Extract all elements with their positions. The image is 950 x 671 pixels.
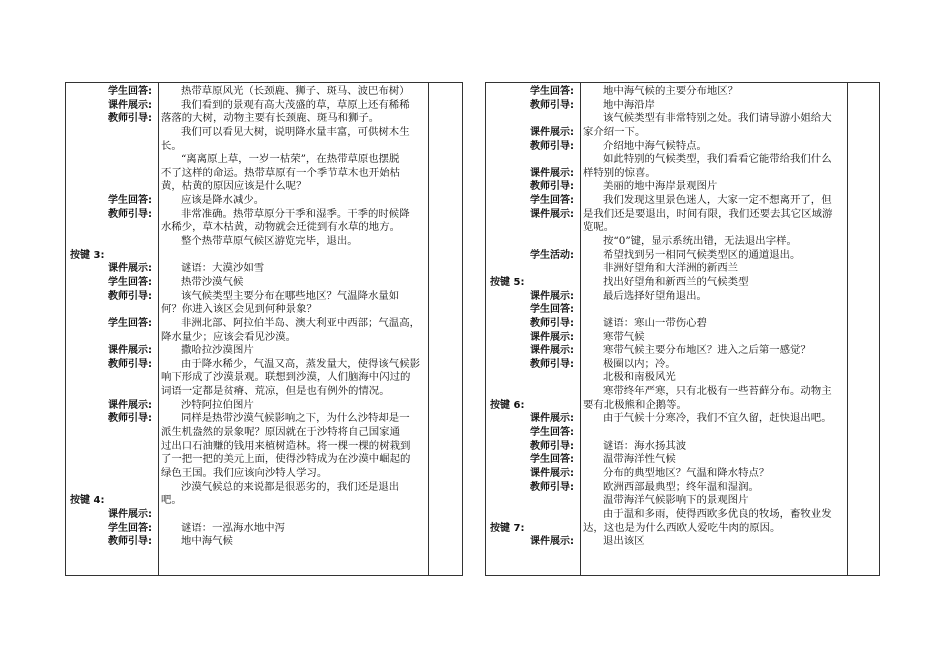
lesson-row — [486, 194, 879, 208]
key-step-label: 按键 4: — [70, 495, 105, 507]
lesson-row — [486, 344, 879, 358]
role-label: 学生回答: — [108, 317, 152, 329]
lesson-row — [486, 249, 879, 263]
lesson-text: 地中海沿岸 — [603, 98, 655, 111]
role-label: 教师引导: — [530, 358, 574, 370]
lesson-row — [486, 317, 879, 331]
role-label: 课件展示: — [108, 99, 152, 111]
lesson-row — [66, 290, 462, 304]
lesson-text: 沙特阿拉伯图片 — [181, 398, 254, 411]
lesson-text: 响下形成了沙漠景观。联想到沙漠，人们脑海中闪过的 — [161, 371, 411, 384]
lesson-row — [486, 358, 879, 372]
role-label: 课件展示: — [530, 167, 574, 179]
role-label: 课件展示: — [108, 345, 152, 357]
lesson-text: 样特别的惊喜。 — [583, 166, 656, 179]
lesson-row — [486, 85, 879, 99]
role-label: 课件展示: — [108, 508, 152, 520]
lesson-row — [66, 262, 462, 276]
role-label: 学生回答: — [530, 86, 574, 97]
lesson-text: 绿色王国。我们应该向沙特人学习。 — [161, 466, 328, 479]
role-label: 课件展示: — [530, 208, 574, 220]
lesson-text: 黄，枯黄的原因应该是什么呢？ — [161, 180, 307, 193]
lesson-text: 水稀少，草木枯黄，动物就会迁徙到有水草的地方。 — [161, 221, 400, 234]
lesson-text: 介绍地中海气候特点。 — [603, 139, 707, 152]
lesson-text: 要有北极熊和企鹅等。 — [583, 398, 687, 411]
role-label: 课件展示: — [108, 263, 152, 275]
lesson-row — [486, 412, 879, 426]
role-label: 课件展示: — [530, 290, 574, 302]
lesson-row — [486, 494, 879, 508]
lesson-text: 找出好望角和新西兰的气候类型 — [603, 275, 749, 288]
role-label: 学生回答: — [530, 304, 574, 316]
lesson-text: 欧洲西部最典型；终年温和湿润。 — [603, 480, 759, 493]
lesson-row — [66, 167, 462, 181]
lesson-row — [66, 344, 462, 358]
role-label: 教师引导: — [108, 290, 152, 302]
lesson-row — [66, 412, 462, 426]
lesson-row — [486, 112, 879, 126]
lesson-text: 该气候类型有非常特别之处。我们请导游小姐给大 — [603, 112, 832, 125]
lesson-row — [486, 167, 879, 181]
lesson-text: 家介绍一下。 — [583, 125, 646, 138]
lesson-row — [66, 317, 462, 331]
lesson-text: 非洲好望角和大洋洲的新西兰 — [603, 262, 739, 275]
lesson-text: 寒带终年严寒，只有北极有一些苔藓分布。动物主 — [603, 385, 832, 398]
lesson-row — [66, 194, 462, 208]
lesson-row — [66, 494, 462, 508]
lesson-text: 览呢。 — [583, 221, 615, 234]
lesson-text: 退出该区 — [603, 535, 645, 548]
lesson-text: 整个热带草原气候区游览完毕，退出。 — [181, 235, 358, 248]
lesson-text: 美丽的地中海岸景观图片 — [603, 180, 718, 193]
lesson-text: 谜语：一泓海水地中泻 — [181, 521, 285, 534]
lesson-row — [66, 453, 462, 467]
lesson-row — [486, 126, 879, 140]
right-lesson-table — [485, 82, 880, 576]
lesson-row — [66, 126, 462, 140]
key-step-label: 按键 6: — [490, 399, 525, 411]
role-label: 教师引导: — [108, 358, 152, 370]
lesson-row — [66, 508, 462, 522]
lesson-text: 落落的大树，动物主要有长颈鹿、斑马和狮子。 — [161, 112, 380, 125]
lesson-text: 极圈以内；冷。 — [603, 357, 676, 370]
key-step-label: 按键 5: — [490, 276, 525, 288]
lesson-row — [486, 371, 879, 385]
lesson-row — [66, 140, 462, 154]
role-label: 学生回答: — [530, 454, 574, 466]
lesson-row — [66, 426, 462, 440]
lesson-row — [66, 467, 462, 481]
lesson-row — [486, 399, 879, 413]
lesson-text: 由于气候十分寒冷，我们不宜久留，赶快退出吧。 — [603, 412, 832, 425]
lesson-row — [486, 208, 879, 222]
role-label: 学生活动: — [530, 249, 574, 261]
lesson-text: 热带草原风光（长颈鹿、狮子、斑马、波巴布树） — [181, 85, 410, 97]
lesson-text: 按“0”键，显示系统出错，无法退出字样。 — [603, 235, 797, 248]
role-label: 教师引导: — [108, 113, 152, 125]
lesson-row — [66, 153, 462, 167]
role-label: 课件展示: — [530, 536, 574, 548]
lesson-row — [66, 522, 462, 536]
lesson-row — [486, 481, 879, 495]
lesson-row — [66, 276, 462, 290]
lesson-row — [66, 208, 462, 222]
role-label: 课件展示: — [108, 399, 152, 411]
role-label: 课件展示: — [530, 126, 574, 138]
lesson-text: 寒带气候 — [603, 330, 645, 343]
role-label: 学生回答: — [108, 195, 152, 207]
lesson-text: 我们发现这里景色迷人，大家一定不想离开了，但 — [603, 194, 832, 207]
lesson-row — [486, 385, 879, 399]
lesson-text: 希望找到另一相同气候类型区的通道退出。 — [603, 248, 801, 261]
lesson-row — [486, 276, 879, 290]
lesson-text: 由于降水稀少，气温又高，蒸发量大，使得该气候影 — [181, 357, 420, 370]
lesson-text: 派生机盎然的景象呢？原因就在于沙特将自己国家通 — [161, 426, 400, 439]
lesson-row — [66, 331, 462, 345]
role-label: 学生回答: — [530, 427, 574, 439]
lesson-row — [486, 180, 879, 194]
lesson-text: 如此特别的气候类型，我们看看它能带给我们什么 — [603, 153, 832, 166]
lesson-text: 地中海气候 — [181, 535, 233, 548]
lesson-row — [66, 399, 462, 413]
lesson-row — [66, 481, 462, 495]
lesson-text: 非常准确。热带草原分干季和湿季。干季的时候降 — [181, 207, 410, 220]
role-label: 教师引导: — [108, 536, 152, 548]
key-step-label: 按键 7: — [490, 522, 525, 534]
lesson-text: 了一把一把的美元上面，使得沙特成为在沙漠中崛起的 — [161, 453, 411, 466]
right-lesson-rows — [486, 85, 879, 549]
lesson-row — [66, 221, 462, 235]
lesson-text: 谜语：海水扬其波 — [603, 439, 687, 452]
lesson-row — [66, 385, 462, 399]
lesson-row — [486, 426, 879, 440]
lesson-row — [66, 235, 462, 249]
lesson-text: 地中海气候的主要分布地区？ — [603, 85, 739, 97]
lesson-text: 达，这也是为什么西欧人爱吃牛肉的原因。 — [583, 521, 781, 534]
role-label: 课件展示: — [530, 467, 574, 479]
lesson-row — [486, 262, 879, 276]
lesson-text: 沙漠气候总的来说都是很恶劣的，我们还是退出 — [181, 480, 400, 493]
lesson-text: 非洲北部、阿拉伯半岛、澳大利亚中西部；气温高， — [181, 316, 420, 329]
lesson-text: 最后选择好望角退出。 — [603, 289, 707, 302]
role-label: 学生回答: — [530, 195, 574, 207]
lesson-text: “离离原上草，一岁一枯荣”，在热带草原也摆脱 — [181, 153, 400, 166]
role-label: 课件展示: — [530, 345, 574, 357]
lesson-text: 长。 — [161, 139, 182, 152]
role-label: 教师引导: — [108, 208, 152, 220]
role-label: 课件展示: — [530, 413, 574, 425]
lesson-text: 过出口石油赚的钱用来植树造林。将一棵一棵的树栽到 — [161, 439, 411, 452]
lesson-row — [486, 99, 879, 113]
lesson-row — [486, 290, 879, 304]
lesson-text: 北极和南极风光 — [603, 371, 676, 384]
left-lesson-rows — [66, 85, 462, 549]
lesson-row — [66, 371, 462, 385]
lesson-text: 同样是热带沙漠气候影响之下，为什么沙特却是一 — [181, 412, 410, 425]
lesson-row — [66, 85, 462, 99]
lesson-row — [66, 303, 462, 317]
lesson-text: 分布的典型地区？气温和降水特点？ — [603, 466, 770, 479]
lesson-text: 不了这样的命运。热带草原有一个季节草木也开始枯 — [161, 166, 400, 179]
lesson-text: 温带海洋气候影响下的景观图片 — [603, 494, 749, 507]
role-label: 教师引导: — [530, 481, 574, 493]
lesson-text: 谜语：大漠沙如雪 — [181, 262, 265, 275]
lesson-row — [66, 358, 462, 372]
lesson-text: 撒哈拉沙漠图片 — [181, 344, 254, 357]
lesson-text: 应该是降水减少。 — [181, 194, 265, 207]
lesson-row — [486, 235, 879, 249]
lesson-row — [486, 153, 879, 167]
lesson-row — [66, 112, 462, 126]
lesson-row — [486, 331, 879, 345]
lesson-row — [486, 140, 879, 154]
left-lesson-table — [65, 82, 463, 576]
role-label: 教师引导: — [530, 181, 574, 193]
lesson-text: 是我们还是要退出，时间有限，我们还要去其它区域游 — [583, 207, 833, 220]
lesson-text: 谜语：寒山一带伤心碧 — [603, 316, 707, 329]
lesson-row — [66, 249, 462, 263]
lesson-row — [486, 440, 879, 454]
lesson-row — [486, 467, 879, 481]
role-label: 教师引导: — [530, 140, 574, 152]
lesson-text: 寒带气候主要分布地区？进入之后第一感觉？ — [603, 344, 811, 357]
role-label: 课件展示: — [530, 331, 574, 343]
lesson-text: 吧。 — [161, 494, 182, 507]
lesson-text: 由于温和多雨，使得西欧多优良的牧场，畜牧业发 — [603, 507, 832, 520]
lesson-text: 降水量少；应该会看见沙漠。 — [161, 330, 297, 343]
lesson-text: 词语一定都是贫瘠、荒凉，但是也有例外的情况。 — [161, 385, 390, 398]
lesson-row — [486, 522, 879, 536]
role-label: 教师引导: — [530, 99, 574, 111]
lesson-row — [66, 535, 462, 549]
lesson-row — [66, 440, 462, 454]
lesson-row — [66, 180, 462, 194]
lesson-text: 何？你进入该区会见到何种景象？ — [161, 303, 317, 316]
lesson-text: 该气候类型主要分布在哪些地区？气温降水量如 — [181, 289, 400, 302]
lesson-row — [486, 303, 879, 317]
role-label: 学生回答: — [108, 276, 152, 288]
key-step-label: 按键 3: — [70, 249, 105, 261]
lesson-row — [486, 508, 879, 522]
role-label: 教师引导: — [108, 413, 152, 425]
lesson-row — [486, 221, 879, 235]
role-label: 学生回答: — [108, 522, 152, 534]
lesson-row — [486, 453, 879, 467]
role-label: 学生回答: — [108, 86, 152, 97]
role-label: 教师引导: — [530, 317, 574, 329]
lesson-text: 我们看到的景观有高大茂盛的草，草原上还有稀稀 — [181, 98, 410, 111]
lesson-row — [66, 99, 462, 113]
lesson-text: 温带海洋性气候 — [603, 453, 676, 466]
lesson-text: 我们可以看见大树，说明降水量丰富，可供树木生 — [181, 125, 410, 138]
lesson-row — [486, 535, 879, 549]
lesson-text: 热带沙漠气候 — [181, 275, 244, 288]
role-label: 教师引导: — [530, 440, 574, 452]
